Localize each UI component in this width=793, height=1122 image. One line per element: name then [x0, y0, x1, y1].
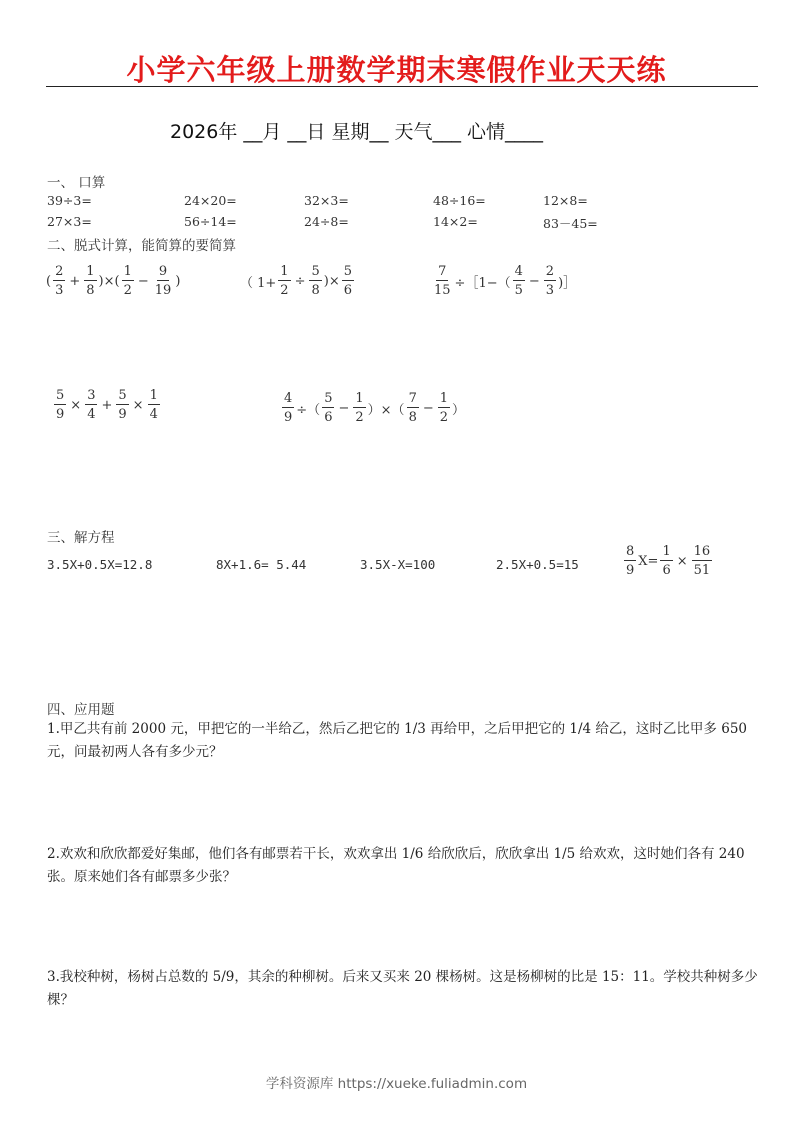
oral-item: 14×2=	[433, 214, 478, 229]
calc-expression-1: ( $\frac{2}{3}$ + $\frac{1}{8}$ )×( $\frac{1}{2}$ − $\frac{9}{19}$ )	[46, 264, 181, 298]
fraction: $\frac{5}{6}$	[324, 391, 333, 425]
oral-item: 32×3=	[304, 193, 349, 208]
fraction: $\frac{16}{51}$	[693, 544, 711, 578]
fraction: $\frac{8}{9}$	[626, 544, 635, 578]
equation-1: 3.5X+0.5X=12.8	[47, 557, 153, 572]
calc-expression-4: $\frac{5}{9}$ × $\frac{3}{4}$ + $\frac{5}{9}$ × $\frac{1}{4}$	[56, 388, 158, 422]
word-problem-3: 3.我校种树，杨树占总数的 5/9，其余的种柳树。后来又买来 20 棵杨树。这是杨柳树的比是 15：11。学校共种树多少棵？	[47, 969, 758, 1008]
fraction: $\frac{1}{2}$	[123, 264, 132, 298]
oral-item: 83－45=	[543, 216, 598, 231]
word-problem-2: 2.欢欢和欣欣都爱好集邮，他们各有邮票若干长，欢欢拿出 1/6 给欣欣后，欣欣拿出 1/5 给欢欢，这时她们各有 240 张。原来她们各有邮票多少张？	[47, 846, 745, 885]
oral-item: 12×8=	[543, 193, 588, 208]
date-weather-line: 2026年 __月 __日 星期__ 天气___ 心情____	[170, 121, 544, 143]
equation-3: 3.5X-X=100	[360, 557, 436, 572]
fraction: $\frac{4}{5}$	[514, 264, 523, 298]
oral-item: 39÷3=	[47, 193, 92, 208]
fraction: $\frac{1}{2}$	[439, 391, 449, 425]
section-calc-heading: 二、脱式计算，能简算的要简算	[47, 238, 236, 254]
section-oral-heading: 一、 口算	[47, 175, 106, 191]
equation-5: $\frac{8}{9}$ X= $\frac{1}{6}$ × $\frac{16}{51}$	[626, 544, 711, 578]
fraction: $\frac{4}{9}$	[284, 391, 293, 425]
fraction: $\frac{5}{9}$	[56, 388, 65, 422]
calc-expression-3: $\frac{7}{15}$ ÷［1−（ $\frac{4}{5}$ − $\frac{2}{3}$ )］	[434, 264, 577, 298]
oral-item: 27×3=	[47, 214, 92, 229]
oral-item: 24×20=	[184, 193, 237, 208]
fraction: $\frac{1}{2}$	[280, 264, 289, 298]
fraction: $\frac{2}{3}$	[545, 264, 555, 298]
oral-item: 24÷8=	[304, 214, 349, 229]
fraction: $\frac{1}{6}$	[662, 544, 671, 578]
fraction: $\frac{9}{19}$	[154, 264, 172, 298]
footer-source: 学科资源库 https://xueke.fuliadmin.com	[265, 1076, 528, 1092]
equation-4: 2.5X+0.5=15	[496, 557, 579, 572]
section-word-problem-heading: 四、应用题	[47, 702, 115, 718]
calc-expression-2: （ 1+ $\frac{1}{2}$ ÷ $\frac{5}{8}$ )× $\frac{5}{6}$	[240, 264, 353, 298]
oral-item: 48÷16=	[433, 193, 486, 208]
fraction: $\frac{5}{8}$	[311, 264, 320, 298]
equation-2: 8X+1.6= 5.44	[216, 557, 307, 572]
fraction: $\frac{5}{9}$	[118, 388, 127, 422]
calc-expression-5: $\frac{4}{9}$ ÷（ $\frac{5}{6}$ − $\frac{1}{2}$ ）×（ $\frac{7}{8}$ − $\frac{1}{2}$ ）	[284, 391, 466, 425]
fraction: $\frac{5}{6}$	[343, 264, 353, 298]
title-rule	[46, 86, 758, 87]
fraction: $\frac{1}{2}$	[355, 391, 364, 425]
fraction: $\frac{7}{8}$	[408, 391, 417, 425]
fraction: $\frac{3}{4}$	[87, 388, 96, 422]
fraction: $\frac{1}{8}$	[86, 264, 95, 298]
worksheet-title: 小学六年级上册数学期末寒假作业天天练	[126, 53, 667, 87]
word-problem-1: 1.甲乙共有前 2000 元，甲把它的一半给乙，然后乙把它的 1/3 再给甲，之后甲把它的 1/4 给乙，这时乙比甲多 650 元，问最初两人各有多少元？	[47, 721, 747, 760]
fraction: $\frac{1}{4}$	[149, 388, 158, 422]
section-equation-heading: 三、解方程	[47, 530, 115, 546]
fraction: $\frac{2}{3}$	[55, 264, 64, 298]
oral-item: 56÷14=	[184, 214, 237, 229]
fraction: $\frac{7}{15}$	[434, 264, 451, 298]
